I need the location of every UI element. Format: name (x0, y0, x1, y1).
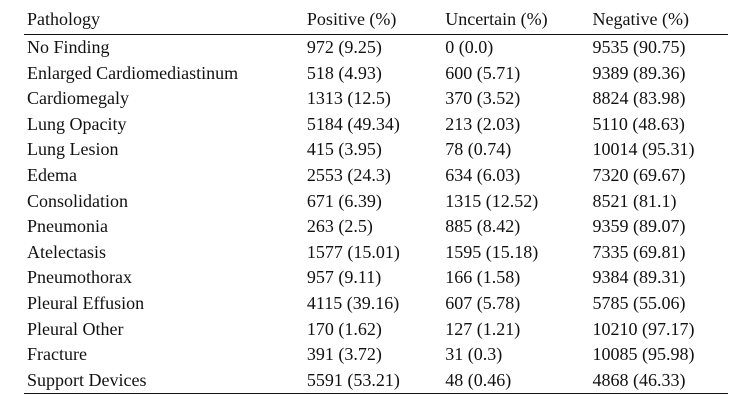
negative-cell: 7335 (69.81) (592, 241, 686, 262)
pathology-table-container (24, 6, 728, 394)
uncertain-cell: 634 (6.03) (445, 164, 521, 185)
table-body (24, 35, 728, 394)
pathology-cell: No Finding (27, 37, 110, 57)
pathology-cell: Pneumonia (27, 216, 108, 237)
negative-cell: 9359 (89.07) (592, 216, 686, 237)
uncertain-cell: 48 (0.46) (445, 369, 512, 390)
header-uncertain: Uncertain (%) (445, 9, 548, 30)
table-row (24, 265, 728, 291)
positive-cell: 1313 (12.5) (306, 88, 391, 109)
uncertain-cell: 78 (0.74) (445, 139, 512, 160)
pathology-cell: Pleural Other (27, 318, 124, 339)
uncertain-cell: 370 (3.52) (445, 88, 521, 109)
table-row (24, 368, 728, 394)
table-row (24, 291, 728, 317)
pathology-cell: Consolidation (27, 190, 129, 211)
uncertain-cell: 1595 (15.18) (445, 241, 539, 262)
table-row (24, 214, 728, 240)
positive-cell: 391 (3.72) (306, 344, 382, 365)
negative-cell: 5110 (48.63) (592, 113, 685, 134)
positive-cell: 5184 (49.34) (306, 113, 400, 134)
uncertain-cell: 166 (1.58) (445, 267, 521, 288)
positive-cell: 957 (9.11) (306, 267, 382, 288)
negative-cell: 9535 (90.75) (592, 37, 686, 57)
pathology-cell: Lung Opacity (27, 113, 127, 134)
pathology-cell: Edema (27, 164, 77, 185)
positive-cell: 671 (6.39) (306, 190, 382, 211)
pathology-cell: Enlarged Cardiomediastinum (27, 62, 239, 83)
uncertain-cell: 0 (0.0) (445, 37, 494, 57)
table-row (24, 137, 728, 163)
negative-cell: 7320 (69.67) (592, 164, 686, 185)
positive-cell: 1577 (15.01) (306, 241, 400, 262)
uncertain-cell: 31 (0.3) (445, 344, 503, 365)
negative-cell: 10085 (95.98) (592, 344, 695, 365)
pathology-cell: Support Devices (27, 369, 147, 390)
negative-cell: 9384 (89.31) (592, 267, 686, 288)
uncertain-cell: 885 (8.42) (445, 216, 521, 237)
negative-cell: 8824 (83.98) (592, 88, 686, 109)
positive-cell: 972 (9.25) (306, 37, 382, 57)
positive-cell: 415 (3.95) (306, 139, 382, 160)
pathology-table (24, 6, 728, 394)
positive-cell: 170 (1.62) (306, 318, 382, 339)
negative-cell: 8521 (81.1) (592, 190, 677, 211)
positive-cell: 4115 (39.16) (306, 292, 400, 313)
uncertain-cell: 127 (1.21) (445, 318, 521, 339)
negative-cell: 10210 (97.17) (592, 318, 695, 339)
table-row (24, 61, 728, 87)
uncertain-cell: 1315 (12.52) (445, 190, 539, 211)
positive-cell: 263 (2.5) (306, 216, 373, 237)
pathology-cell: Fracture (27, 344, 87, 365)
pathology-cell: Cardiomegaly (27, 88, 129, 109)
table-row (24, 342, 728, 368)
table-row (24, 317, 728, 343)
uncertain-cell: 600 (5.71) (445, 62, 521, 83)
pathology-cell: Pleural Effusion (27, 292, 145, 313)
table-row (24, 189, 728, 215)
positive-cell: 2553 (24.3) (306, 164, 391, 185)
table-row (24, 86, 728, 112)
header-positive: Positive (%) (306, 9, 397, 30)
table-header (24, 6, 728, 35)
table-row (24, 112, 728, 138)
table-row (24, 163, 728, 189)
negative-cell: 9389 (89.36) (592, 62, 686, 83)
table-row (24, 240, 728, 266)
table-row (24, 35, 728, 61)
header-pathology: Pathology (27, 9, 101, 30)
pathology-cell: Atelectasis (27, 241, 106, 262)
negative-cell: 4868 (46.33) (592, 369, 686, 390)
header-negative: Negative (%) (592, 9, 689, 30)
positive-cell: 518 (4.93) (306, 62, 382, 83)
positive-cell: 5591 (53.21) (306, 369, 400, 390)
pathology-cell: Lung Lesion (27, 139, 119, 160)
uncertain-cell: 213 (2.03) (445, 113, 521, 134)
uncertain-cell: 607 (5.78) (445, 292, 521, 313)
negative-cell: 5785 (55.06) (592, 292, 686, 313)
negative-cell: 10014 (95.31) (592, 139, 695, 160)
pathology-cell: Pneumothorax (27, 267, 132, 288)
header-row (24, 6, 728, 35)
